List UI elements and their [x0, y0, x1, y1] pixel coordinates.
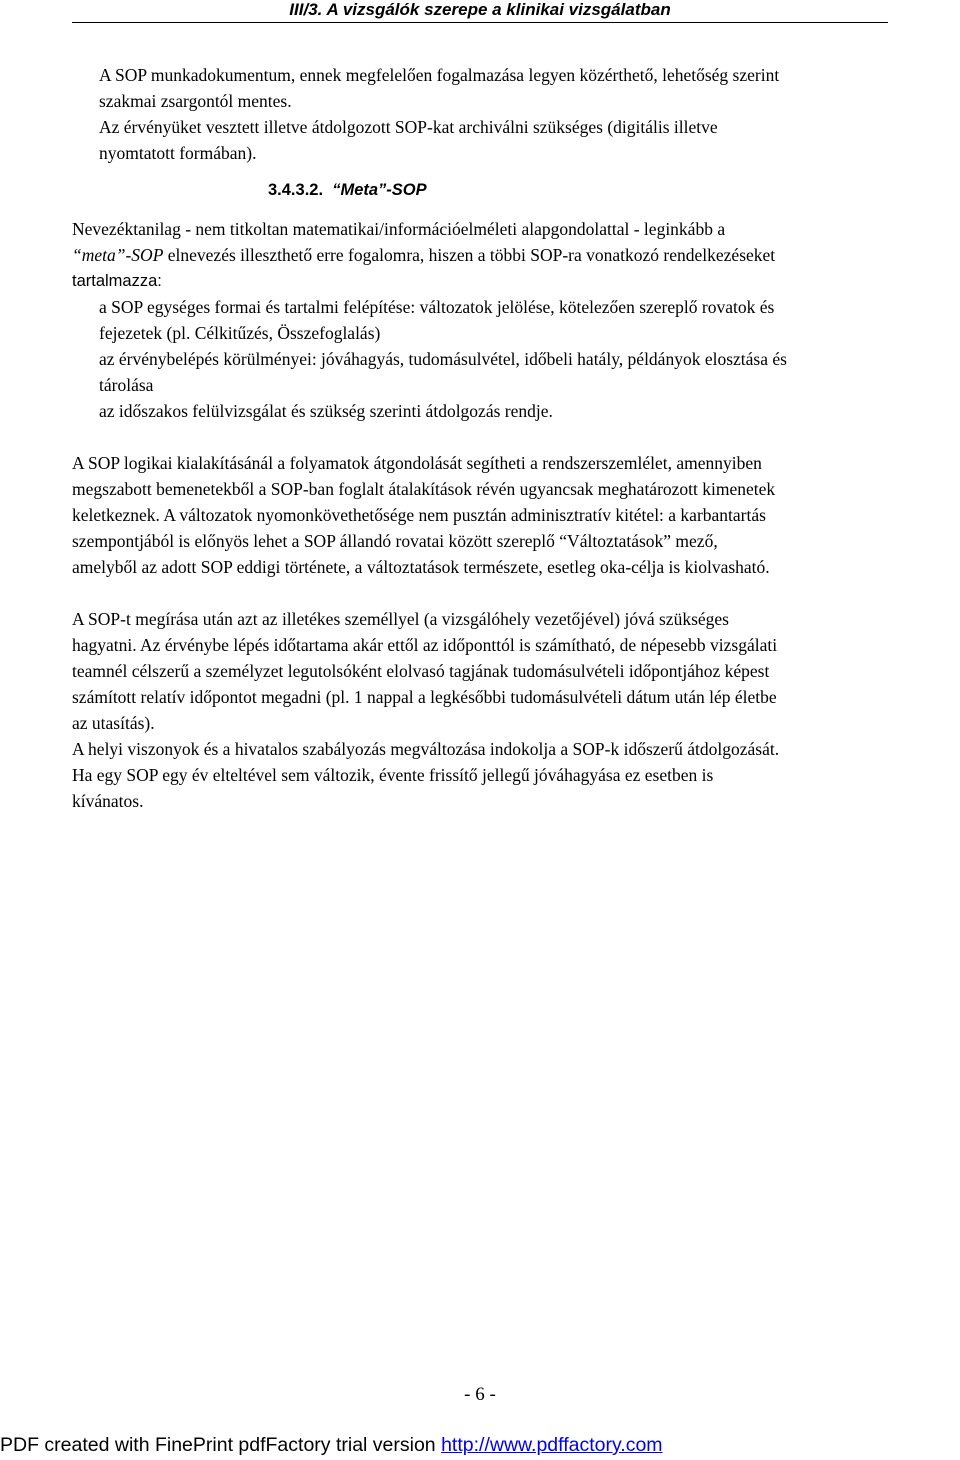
paragraph-line: A helyi viszonyok és a hivatalos szabályozás megváltozása indokolja a SOP-k időszerű átdolgozását.	[72, 739, 780, 759]
requirements-list	[99, 294, 787, 424]
paragraph-approval	[72, 606, 779, 814]
meta-sop-term: “meta”-SOP	[72, 245, 164, 265]
section-heading	[268, 178, 427, 202]
intro-line: Az érvényüket vesztett illetve átdolgozott SOP-kat archiválni szükséges (digitális illetve	[99, 117, 718, 137]
paragraph-line: teamnél célszerű a személyzet legutolsóként elolvasó tagjának tudomásulvételi időpontjához képest	[72, 661, 770, 681]
definition-line-rest: elnevezés illeszthető erre fogalomra, hiszen a többi SOP-ra vonatkozó rendelkezéseket	[163, 245, 776, 265]
intro-block	[99, 62, 779, 166]
paragraph-line: szempontjából is előnyös lehet a SOP állandó rovatai között szereplő “Változtatások” mező,	[72, 531, 718, 551]
intro-line: szakmai zsargontól mentes.	[99, 91, 292, 111]
list-item: az időszakos felülvizsgálat és szükség szerinti átdolgozás rendje.	[99, 401, 553, 421]
definition-block	[72, 216, 775, 294]
paragraph-line: amelyből az adott SOP eddigi története, a változtatások természete, esetleg oka-célja is kiolvasható.	[72, 557, 770, 577]
pdffactory-link[interactable]: http://www.pdffactory.com	[441, 1434, 663, 1456]
paragraph-line: az utasítás).	[72, 713, 155, 733]
list-item: az érvénybelépés körülményei: jóváhagyás, tudomásulvétel, időbeli hatály, példányok elosztása és	[99, 349, 787, 369]
intro-line: nyomtatott formában).	[99, 143, 257, 163]
definition-line: Nevezéktanilag - nem titkoltan matematikai/információelméleti alapgondolattal - leginkább a	[72, 219, 726, 239]
paragraph-system-view	[72, 450, 775, 580]
page-number: - 6 -	[464, 1384, 496, 1405]
header-rule	[72, 22, 888, 23]
section-title: “Meta”-SOP	[332, 181, 427, 199]
paragraph-line: A SOP-t megírása után azt az illetékes személlyel (a vizsgálóhely vezetőjével) jóvá szükséges	[72, 609, 729, 629]
list-item-continuation	[99, 320, 787, 346]
footer-text: PDF created with FinePrint pdfFactory trial version	[0, 1434, 442, 1456]
paragraph-line: Ha egy SOP egy év elteltével sem változik, évente frissítő jellegű jóváhagyása ez esetben is	[72, 765, 714, 785]
definition-line: tartalmazza:	[72, 272, 162, 290]
intro-line: A SOP munkadokumentum, ennek megfelelően fogalmazása legyen közérthető, lehetőség szerint	[99, 65, 780, 85]
section-number: 3.4.3.2.	[268, 181, 324, 199]
paragraph-line: számított relatív időpontot megadni (pl. 1 nappal a legkésőbbi tudomásulvételi dátum után lép életbe	[72, 687, 777, 707]
running-header: III/3. A vizsgálók szerepe a klinikai vizsgálatban	[289, 0, 671, 19]
paragraph-line: megszabott bemenetekből a SOP-ban foglalt átalakítások révén ugyancsak meghatározott kimenetek	[72, 479, 776, 499]
paragraph-line: A SOP logikai kialakításánál a folyamatok átgondolását segítheti a rendszerszemlélet, amennyiben	[72, 453, 762, 473]
list-item: a SOP egységes formai és tartalmi felépítése: változatok jelölése, kötelezően szereplő rovatok és	[99, 297, 775, 317]
list-item-continuation: tárolása	[99, 375, 154, 395]
paragraph-line: keletkeznek. A változatok nyomonkövethetősége nem pusztán adminisztratív kitétel: a karbantartás	[72, 505, 766, 525]
paragraph-line: kívánatos.	[72, 791, 144, 811]
paragraph-line: hagyatni. Az érvénybe lépés időtartama akár ettől az időponttól is számítható, de népesebb vizsgálati	[72, 635, 778, 655]
list-item-text: Célkitűzés, Összefoglalás)	[194, 323, 381, 343]
pdf-footer	[0, 1432, 663, 1458]
list-item-text: fejezetek (pl.	[99, 323, 195, 343]
definition-line	[72, 242, 775, 268]
